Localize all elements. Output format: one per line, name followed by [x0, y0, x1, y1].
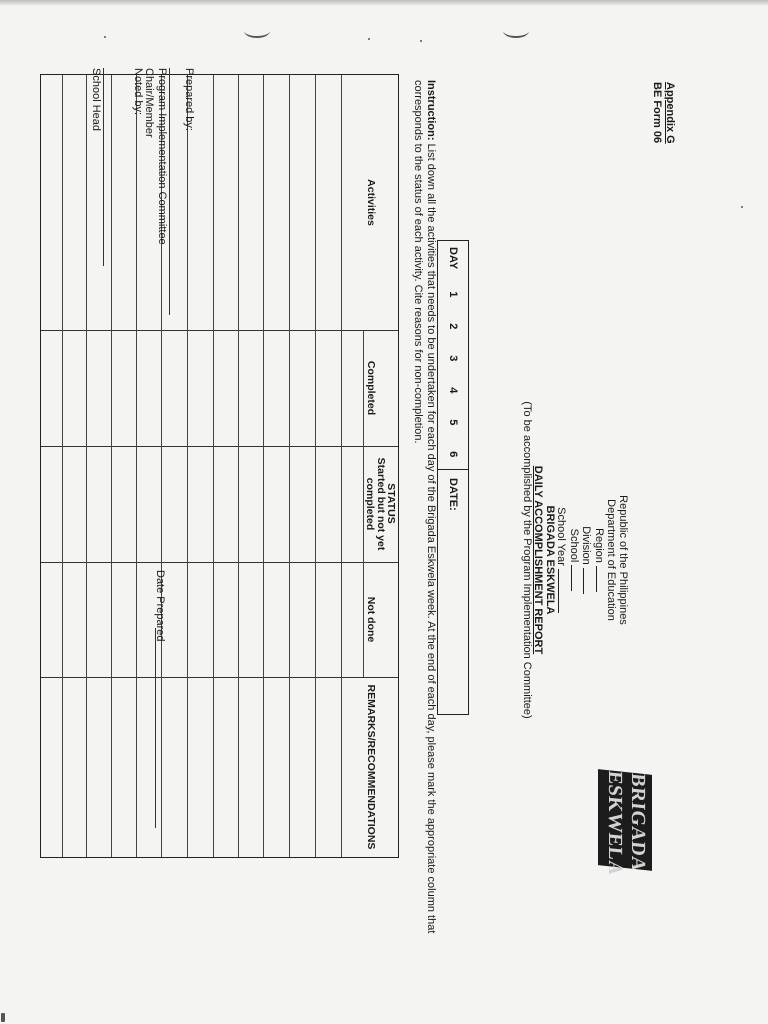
form-number: BE Form 06: [651, 82, 663, 144]
date-field[interactable]: [437, 470, 469, 715]
division-field: [580, 380, 593, 740]
school-year-blank[interactable]: [559, 569, 568, 613]
form-header: [521, 380, 629, 740]
day-option-6[interactable]: 6: [447, 451, 459, 458]
school-field: [568, 380, 581, 740]
instruction-text: [411, 80, 437, 960]
region-blank[interactable]: [596, 566, 605, 592]
form-subtitle: DAILY ACCOMPLISHMENT REPORT: [532, 465, 545, 655]
table-row-rule: [86, 75, 87, 857]
date-prepared-label: Date Prepared: [154, 570, 166, 642]
division-blank[interactable]: [584, 568, 593, 594]
header-status: STATUS: [385, 483, 397, 524]
day-option-3[interactable]: 3: [447, 355, 459, 362]
appendix-label: Appendix G: [664, 82, 676, 144]
table-row-rule: [263, 75, 264, 857]
day-option-2[interactable]: 2: [447, 323, 459, 330]
noted-by-label: Noted by:: [132, 68, 144, 116]
region-field: [593, 380, 606, 740]
day-options: [447, 291, 459, 459]
school-blank[interactable]: [571, 565, 580, 591]
day-label: DAY: [447, 247, 459, 270]
header-started: Started but not yet completed: [364, 457, 387, 551]
division-label: Division: [580, 526, 593, 565]
form-title: BRIGADA ESKWELA: [544, 505, 556, 615]
column-divider: [41, 677, 398, 678]
date-prepared-line[interactable]: [155, 628, 156, 828]
header-activities: Activities: [365, 179, 377, 226]
table-row-rule: [136, 75, 137, 857]
school-label: School: [568, 528, 580, 563]
header-remarks: REMARKS/RECOMMENDATIONS: [365, 684, 377, 850]
form-note: (To be accomplished by the Program Implementation Committee): [521, 401, 533, 719]
column-divider: [41, 562, 398, 563]
date-label: DATE:: [447, 478, 459, 511]
column-divider: [41, 330, 398, 331]
day-option-1[interactable]: 1: [447, 291, 459, 298]
instruction-body: List down all the activities that needs to be undertaken for each day of the Brigada Eskwela week. At the end of each day, please mark the appropriate column that corresponds to the status of each activity. Cite reasons for non-completion.: [412, 80, 437, 934]
prepared-by-label: Prepared by:: [183, 68, 195, 131]
table-row-rule: [213, 75, 214, 857]
appendix-block: [650, 82, 676, 144]
department-line: Department of Education: [605, 499, 618, 621]
republic-line: Republic of the Philippines: [617, 495, 629, 625]
header-not-done: Not done: [365, 596, 377, 643]
column-divider: [41, 446, 398, 447]
day-option-4[interactable]: 4: [447, 387, 459, 394]
region-label: Region: [593, 528, 605, 563]
school-head-signature-line: School Head: [89, 68, 104, 266]
table-row-rule: [111, 75, 112, 857]
table-row-rule: [238, 75, 239, 857]
header-bottom-rule: [341, 75, 342, 857]
brigada-eskwela-logo: [598, 769, 652, 877]
logo-line-2: ESKWELA: [604, 769, 626, 877]
instruction-label: Instruction:: [425, 80, 437, 141]
table-row-rule: [62, 75, 63, 857]
day-selector: [437, 240, 469, 470]
table-row-rule: [187, 75, 188, 857]
header-completed: Completed: [365, 360, 377, 416]
school-year-label: School Year: [555, 507, 568, 566]
table-row-rule: [289, 75, 290, 857]
logo-line-1: BRIGADA: [627, 772, 649, 873]
table-row-rule: [315, 75, 316, 857]
day-option-5[interactable]: 5: [447, 419, 459, 426]
committee-signature-line: Program Implementation Committee Chair/Member: [142, 68, 170, 315]
school-year-field: [555, 380, 568, 740]
